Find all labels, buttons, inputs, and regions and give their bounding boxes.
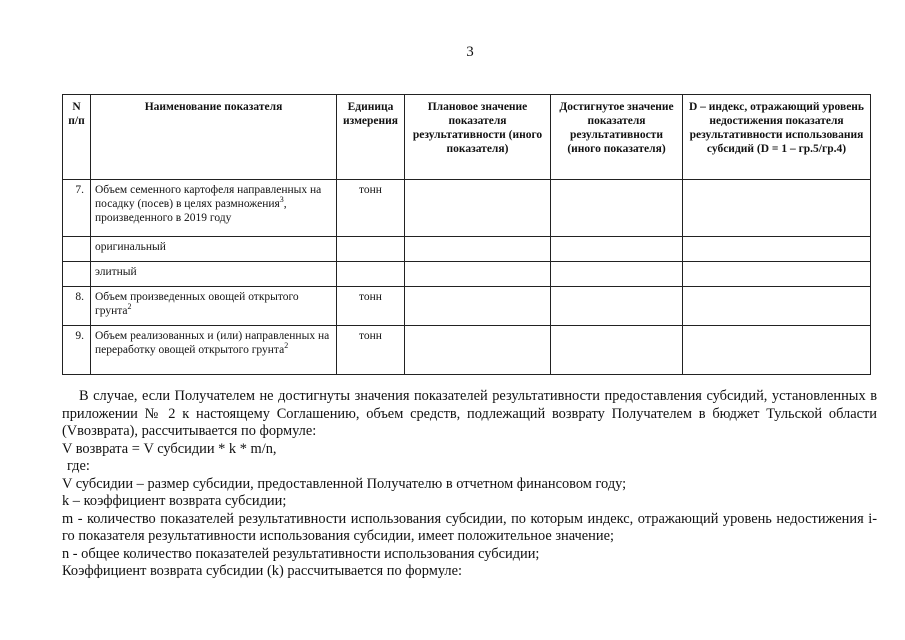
body-text [62,388,877,581]
row-achieved [551,287,683,326]
row-index [683,326,871,375]
row-unit [337,237,405,262]
row-achieved [551,180,683,237]
header-index: D – индекс, отражающий уровень недостижения показателя результативности использования субсидий (D = 1 – гр.5/гр.4) [683,95,871,180]
row-name: Объем семенного картофеля направленных на посадку (посев) в целях размножения$^3$, произведенного в 2019 году [91,180,337,237]
row-achieved [551,262,683,287]
row-number: 8. [63,287,91,326]
row-plan [405,326,551,375]
table-row [63,262,871,287]
definition-m: m - количество показателей результативности использования субсидии, по которым индекс, отражающий уровень недостижения i-го показателя результативности использования субсидии, имеет положительное значение; [62,510,877,544]
row-name: Объем произведенных овощей открытого грунта$^2$ [91,287,337,326]
definition-v: V субсидии – размер субсидии, предоставленной Получателю в отчетном финансовом году; [62,475,627,492]
row-achieved [551,326,683,375]
row-number: 9. [63,326,91,375]
table-row [63,237,871,262]
header-num: N п/п [63,95,91,180]
table-row [63,287,871,326]
row-number [63,237,91,262]
row-number [63,262,91,287]
row-name: Объем реализованных и (или) направленных на переработку овощей открытого грунта$^2$ [91,326,337,375]
coefficient-intro: Коэффициент возврата субсидии (k) рассчитывается по формуле: [62,563,462,579]
table-header-row [63,95,871,180]
definition-n: n - общее количество показателей результативности использования субсидии; [62,545,540,562]
indicators-table [62,94,871,375]
row-index [683,180,871,237]
row-index [683,287,871,326]
row-name: оригинальный [91,237,337,262]
table-row [63,326,871,375]
paragraph-refund-condition: В случае, если Получателем не достигнуты значения показателей результативности предоставления субсидий, установленных в приложении № 2 к настоящему Соглашению, объем средств, подлежащий возврату Получателем в бюджет Тульской области (Vвозврата), рассчитывается по формуле: [62,388,877,439]
row-unit: тонн [337,180,405,237]
row-plan [405,237,551,262]
row-achieved [551,237,683,262]
row-number: 7. [63,180,91,237]
where-label: где: [67,458,90,474]
row-name: элитный [91,262,337,287]
table-row [63,180,871,237]
row-unit: тонн [337,326,405,375]
row-unit: тонн [337,287,405,326]
row-index [683,262,871,287]
row-plan [405,180,551,237]
row-plan [405,287,551,326]
definition-k: k – коэффициент возврата субсидии; [62,493,287,509]
row-plan [405,262,551,287]
refund-formula: V возврата = V субсидии * k * m/n, [62,440,277,457]
header-name: Наименование показателя [91,95,337,180]
header-achieved: Достигнутое значение показателя результативности (иного показателя) [551,95,683,180]
header-unit: Единица измерения [337,95,405,180]
page-number: 3 [466,44,474,60]
row-unit [337,262,405,287]
header-plan: Плановое значение показателя результативности (иного показателя) [405,95,551,180]
row-index [683,237,871,262]
